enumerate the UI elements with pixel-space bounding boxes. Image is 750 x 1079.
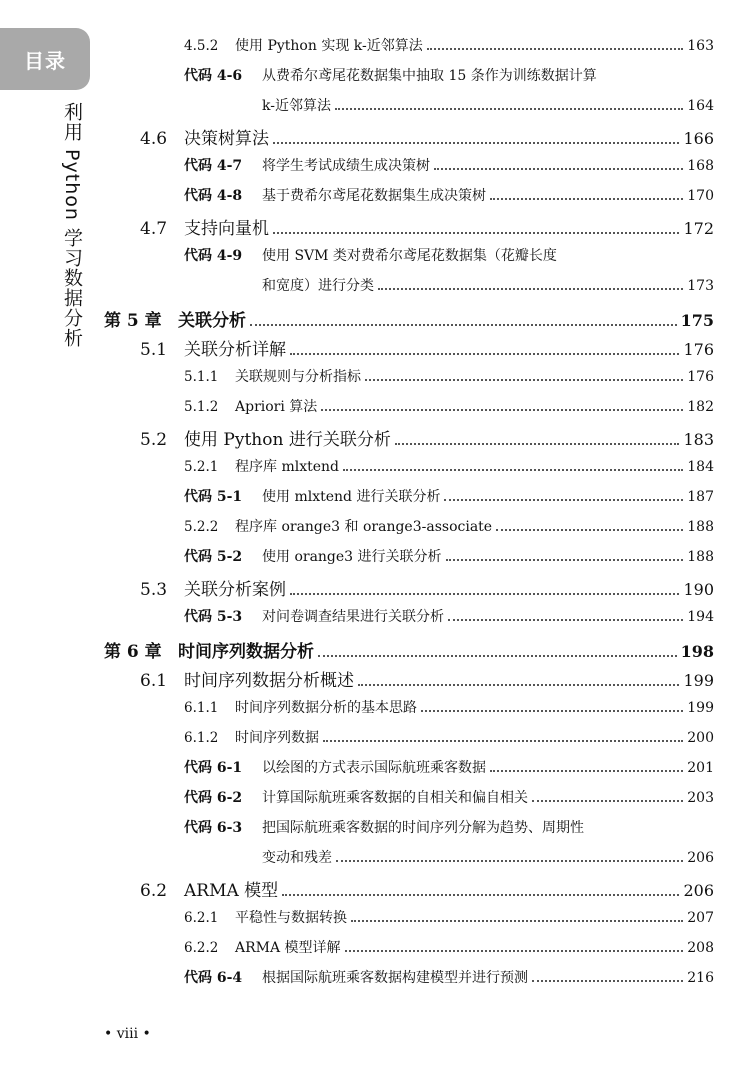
toc-chapter[interactable]: [104, 306, 714, 331]
entry-page: 208: [687, 940, 714, 956]
leader-dots: [444, 491, 683, 501]
entry-page: 200: [687, 730, 714, 746]
leader-dots: [434, 160, 683, 170]
entry-page: 207: [687, 910, 714, 926]
entry-title: 将学生考试成绩生成决策树: [262, 158, 430, 174]
toc-entry[interactable]: [184, 155, 714, 175]
leader-dots: [421, 702, 683, 712]
leader-dots: [345, 942, 684, 952]
entry-number: 代码 5-2: [184, 549, 243, 565]
entry-page: 216: [687, 970, 714, 986]
leader-dots: [318, 646, 677, 657]
toc-entry[interactable]: [184, 486, 714, 506]
entry-number: 6.2.2: [184, 940, 219, 956]
entry-title: 时间序列数据分析概述: [184, 671, 354, 691]
toc-entry-continuation[interactable]: [262, 95, 714, 115]
leader-dots: [273, 133, 679, 144]
entry-page: 173: [687, 278, 714, 294]
entry-title-continued: 变动和残差: [262, 850, 332, 866]
leader-dots: [490, 190, 683, 200]
leader-dots: [250, 315, 677, 326]
leader-dots: [378, 280, 683, 290]
entry-page: 164: [687, 98, 714, 114]
entry-title: 决策树算法: [184, 129, 269, 149]
leader-dots: [496, 521, 683, 531]
toc-entry[interactable]: [184, 606, 714, 626]
entry-number: 5.3: [140, 580, 168, 600]
leader-dots: [395, 434, 680, 445]
entry-number: 代码 6-3: [184, 820, 243, 836]
entry-title: 关联规则与分析指标: [235, 369, 361, 385]
entry-number: 6.1.1: [184, 700, 219, 716]
entry-number: 4.6: [140, 129, 168, 149]
entry-number: 代码 4-6: [184, 68, 243, 84]
leader-dots: [336, 852, 683, 862]
toc-entry[interactable]: [184, 817, 584, 837]
toc-entry[interactable]: [140, 214, 714, 239]
entry-title: 使用 mlxtend 进行关联分析: [262, 489, 441, 505]
entry-page: 183: [683, 430, 714, 449]
toc-entry[interactable]: [184, 456, 714, 476]
entry-page: 163: [687, 38, 714, 54]
toc-entry[interactable]: [184, 65, 597, 85]
page-number: • viii •: [104, 1026, 151, 1042]
toc-entry[interactable]: [184, 727, 714, 747]
entry-number: 6.1: [140, 671, 168, 691]
entry-number: 代码 4-7: [184, 158, 243, 174]
entry-title: 以绘图的方式表示国际航班乘客数据: [262, 760, 486, 776]
entry-title: 平稳性与数据转换: [235, 910, 347, 926]
leader-dots: [290, 584, 679, 595]
entry-page: 168: [687, 158, 714, 174]
entry-number: 代码 4-9: [184, 248, 243, 264]
leader-dots: [427, 40, 684, 50]
chapter-title: 关联分析: [178, 311, 246, 331]
leader-dots: [323, 732, 683, 742]
entry-number: 5.1.2: [184, 399, 219, 415]
entry-title: 时间序列数据: [235, 730, 319, 746]
entry-title: 使用 orange3 进行关联分析: [262, 549, 442, 565]
entry-title: 计算国际航班乘客数据的自相关和偏自相关: [262, 790, 528, 806]
toc-entry[interactable]: [184, 185, 714, 205]
toc-tab-label: 目录: [24, 48, 66, 73]
toc-entry[interactable]: [184, 907, 714, 927]
entry-page: 201: [687, 760, 714, 776]
entry-page: 190: [683, 580, 714, 599]
entry-page: 166: [683, 129, 714, 148]
entry-title: 把国际航班乘客数据的时间序列分解为趋势、周期性: [262, 820, 584, 836]
toc-entry[interactable]: [184, 396, 714, 416]
entry-number: 5.2.2: [184, 519, 219, 535]
toc-entry[interactable]: [184, 757, 714, 777]
chapter-title: 时间序列数据分析: [178, 642, 314, 662]
toc-entry[interactable]: [140, 666, 714, 691]
entry-title: ARMA 模型详解: [235, 940, 341, 956]
entry-title: 支持向量机: [184, 219, 269, 239]
toc-entry[interactable]: [140, 876, 714, 901]
entry-title: 根据国际航班乘客数据构建模型并进行预测: [262, 970, 528, 986]
toc-entry[interactable]: [140, 124, 714, 149]
entry-number: 5.1.1: [184, 369, 219, 385]
entry-page: 176: [683, 340, 714, 359]
leader-dots: [490, 762, 683, 772]
entry-page: 175: [680, 311, 714, 330]
entry-title: 时间序列数据分析的基本思路: [235, 700, 417, 716]
entry-number: 6.2.1: [184, 910, 219, 926]
book-title-vertical: 利用 Python 学习数据分析: [61, 102, 83, 348]
entry-number: 代码 5-1: [184, 489, 243, 505]
entry-title-continued: 和宽度）进行分类: [262, 278, 374, 294]
entry-title: ARMA 模型: [184, 881, 279, 901]
leader-dots: [446, 551, 684, 561]
entry-title: 关联分析案例: [184, 580, 286, 600]
chapter-number: 第 6 章: [104, 642, 162, 662]
entry-number: 4.7: [140, 219, 168, 239]
entry-page: 188: [687, 519, 714, 535]
entry-title: 对问卷调查结果进行关联分析: [262, 609, 444, 625]
entry-title-continued: k-近邻算法: [262, 98, 331, 114]
entry-number: 4.5.2: [184, 38, 219, 54]
toc-entry[interactable]: [184, 546, 714, 566]
entry-page: 198: [680, 642, 714, 661]
entry-number: 代码 6-2: [184, 790, 243, 806]
entry-title: 程序库 mlxtend: [235, 459, 339, 475]
toc-entry[interactable]: [184, 366, 714, 386]
entry-number: 代码 5-3: [184, 609, 243, 625]
entry-page: 184: [687, 459, 714, 475]
leader-dots: [365, 371, 683, 381]
leader-dots: [273, 223, 679, 234]
toc-entry[interactable]: [184, 937, 714, 957]
chapter-number: 第 5 章: [104, 311, 162, 331]
toc-chapter[interactable]: [104, 637, 714, 662]
entry-page: 187: [687, 489, 714, 505]
entry-title: 使用 Python 实现 k-近邻算法: [235, 38, 423, 54]
entry-page: 199: [683, 671, 714, 690]
entry-page: 194: [687, 609, 714, 625]
entry-number: 5.2: [140, 430, 168, 450]
toc-entry[interactable]: [184, 245, 557, 265]
leader-dots: [448, 611, 683, 621]
entry-page: 206: [683, 881, 714, 900]
entry-number: 代码 6-1: [184, 760, 243, 776]
leader-dots: [282, 885, 679, 896]
entry-title: Apriori 算法: [235, 399, 318, 415]
entry-title: 基于费希尔鸢尾花数据集生成决策树: [262, 188, 486, 204]
entry-title: 使用 Python 进行关联分析: [184, 430, 391, 450]
leader-dots: [343, 461, 683, 471]
entry-page: 182: [687, 399, 714, 415]
toc-entry[interactable]: [140, 425, 714, 450]
entry-page: 203: [687, 790, 714, 806]
toc-entry-continuation[interactable]: [262, 275, 714, 295]
entry-page: 206: [687, 850, 714, 866]
entry-number: 5.2.1: [184, 459, 219, 475]
toc-entry[interactable]: [184, 697, 714, 717]
leader-dots: [358, 675, 679, 686]
toc-entry[interactable]: [184, 967, 714, 987]
leader-dots: [290, 344, 679, 355]
entry-page: 188: [687, 549, 714, 565]
entry-number: 代码 4-8: [184, 188, 243, 204]
leader-dots: [532, 972, 683, 982]
entry-title: 使用 SVM 类对费希尔鸢尾花数据集（花瓣长度: [262, 248, 557, 264]
entry-number: 5.1: [140, 340, 168, 360]
toc-entry[interactable]: [184, 35, 714, 55]
entry-page: 170: [687, 188, 714, 204]
toc-entry[interactable]: [184, 787, 714, 807]
entry-number: 6.2: [140, 881, 168, 901]
entry-title: 程序库 orange3 和 orange3-associate: [235, 519, 493, 535]
entry-number: 6.1.2: [184, 730, 219, 746]
leader-dots: [351, 912, 683, 922]
leader-dots: [321, 401, 683, 411]
entry-page: 199: [687, 700, 714, 716]
toc-entry-continuation[interactable]: [262, 847, 714, 867]
entry-page: 172: [683, 219, 714, 238]
toc-entry[interactable]: [184, 516, 714, 536]
entry-title: 从费希尔鸢尾花数据集中抽取 15 条作为训练数据计算: [262, 68, 597, 84]
toc-entry[interactable]: [140, 335, 714, 360]
leader-dots: [532, 792, 683, 802]
entry-title: 关联分析详解: [184, 340, 286, 360]
toc-entry[interactable]: [140, 575, 714, 600]
entry-page: 176: [687, 369, 714, 385]
entry-number: 代码 6-4: [184, 970, 243, 986]
leader-dots: [335, 100, 683, 110]
